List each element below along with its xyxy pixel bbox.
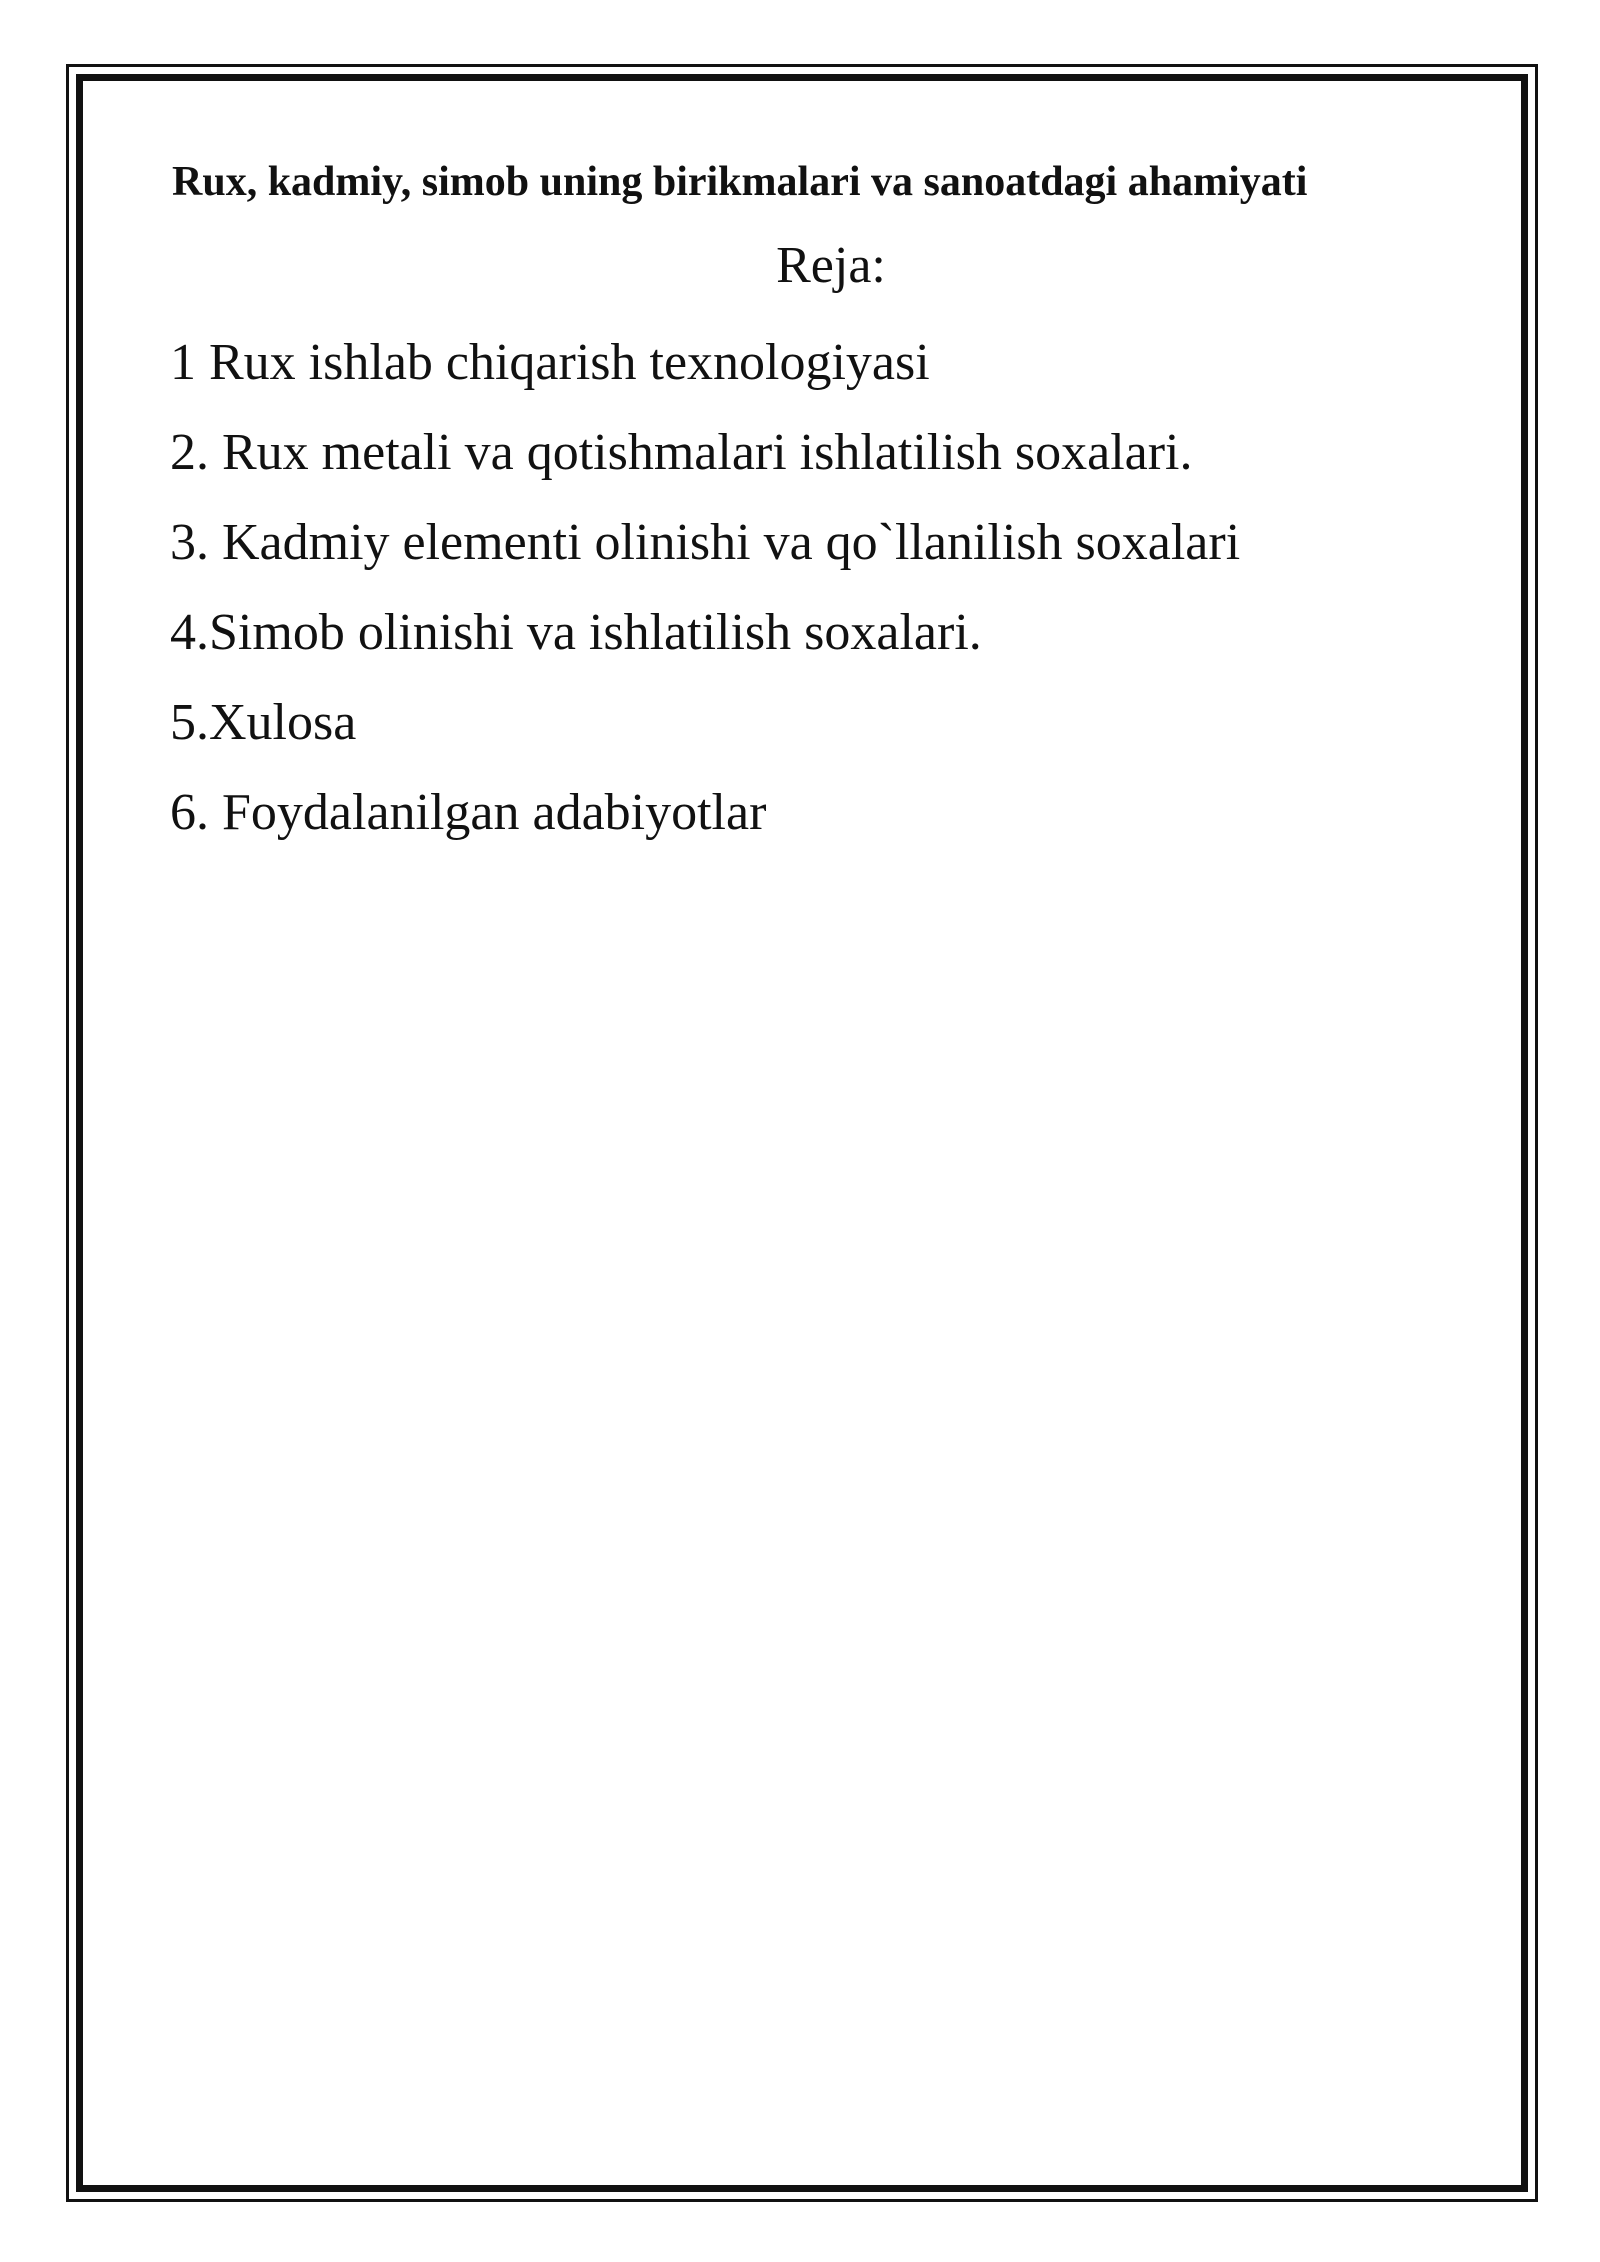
plan-list xyxy=(170,318,1240,858)
plan-item-6: 6. Foydalanilgan adabiyotlar xyxy=(170,784,767,841)
plan-heading: Reja: xyxy=(776,237,886,294)
plan-item-1: 1 Rux ishlab chiqarish texnologiyasi xyxy=(170,334,930,391)
plan-item-5: 5.Xulosa xyxy=(170,694,357,751)
plan-item-3: 3. Kadmiy elementi olinishi va qo`llanilish soxalari xyxy=(170,514,1241,571)
plan-item-4: 4.Simob olinishi va ishlatilish soxalari. xyxy=(170,604,982,661)
document-title: Rux, kadmiy, simob uning birikmalari va sanoatdagi ahamiyati xyxy=(172,159,1308,205)
plan-item-2: 2. Rux metali va qotishmalari ishlatilish soxalari. xyxy=(170,424,1193,481)
